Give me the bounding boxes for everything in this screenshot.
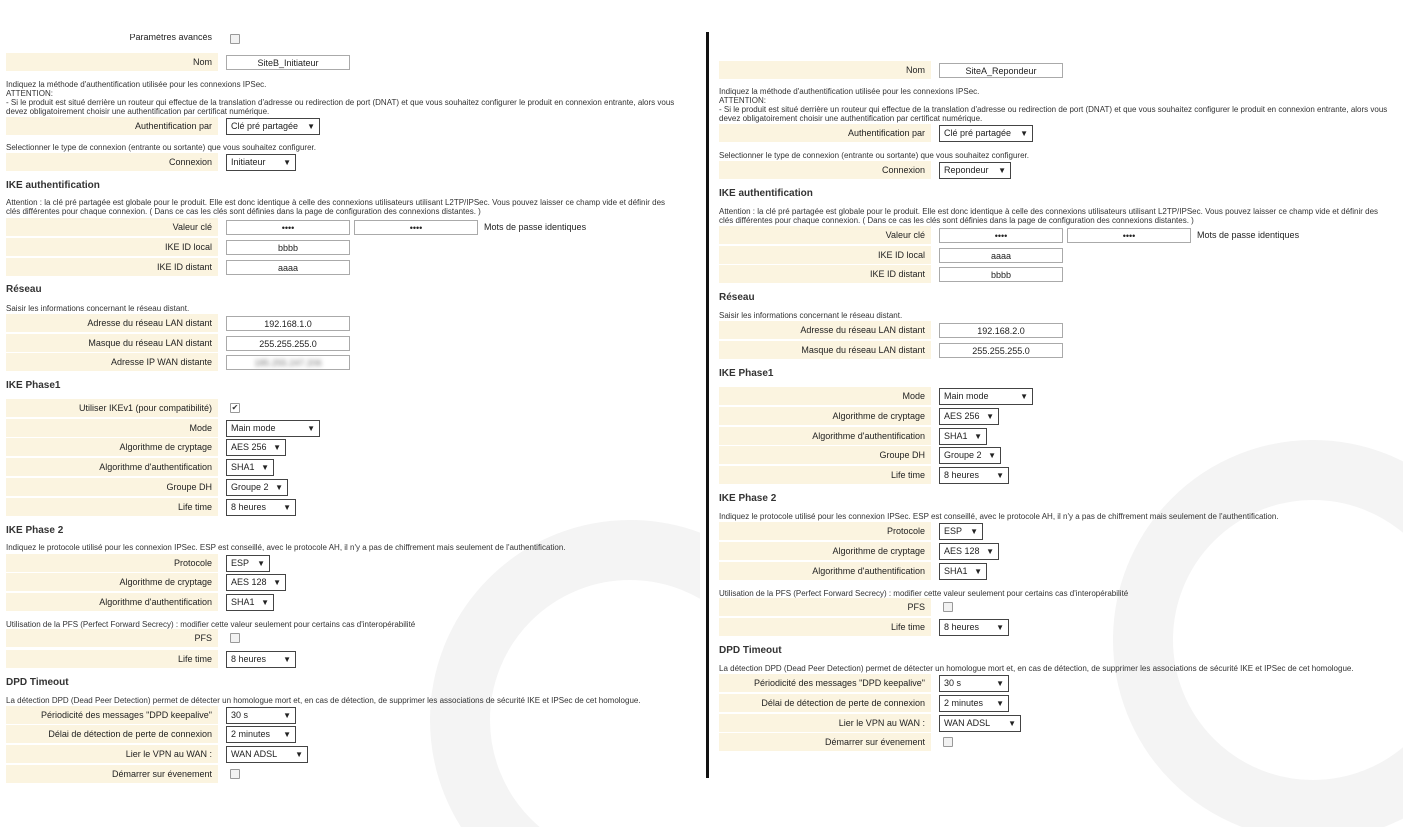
psk-row: [719, 226, 1299, 244]
phase1-lifetime-row: [719, 466, 1009, 484]
dpd-heading: DPD Timeout: [6, 677, 69, 688]
watermark-logo: [1113, 440, 1403, 827]
auth-label: Authentification par: [6, 117, 218, 135]
phase1-hash-select[interactable]: [226, 459, 274, 476]
name-label: Nom: [719, 61, 931, 79]
dpd-period-label: Périodicité des messages "DPD keepalive": [6, 706, 218, 724]
chevron-down-icon: ▼: [996, 470, 1004, 480]
phase2-lifetime-row: [719, 618, 1009, 636]
protocol-select[interactable]: [226, 555, 270, 572]
phase1-lifetime-value: 8 heures: [944, 469, 980, 480]
network-heading: Réseau: [719, 292, 755, 303]
vpn-wan-select[interactable]: [226, 746, 308, 763]
name-input[interactable]: SiteA_Repondeur: [939, 63, 1063, 78]
phase1-cipher-label: Algorithme de cryptage: [6, 438, 218, 456]
vpn-wan-select[interactable]: [939, 715, 1021, 732]
vpn-wan-value: WAN ADSL: [944, 717, 991, 728]
remote-id-input[interactable]: aaaa: [226, 260, 350, 275]
local-id-input[interactable]: bbbb: [226, 240, 350, 255]
dpd-delay-label: Délai de détection de perte de connexion: [6, 725, 218, 743]
mode-select-value: Main mode: [231, 422, 276, 433]
config-panel-responder: [713, 0, 1403, 827]
dpd-delay-label: Délai de détection de perte de connexion: [719, 694, 931, 712]
remote-lan-input[interactable]: 192.168.2.0: [939, 323, 1063, 338]
chevron-down-icon: ▼: [275, 482, 283, 492]
chevron-down-icon: ▼: [283, 729, 291, 739]
connection-select[interactable]: [226, 154, 296, 171]
chevron-down-icon: ▼: [970, 526, 978, 536]
remote-wan-value: 185.255.247.206: [254, 357, 322, 368]
phase2-cipher-select[interactable]: [939, 543, 999, 560]
pfs-checkbox[interactable]: [943, 602, 953, 612]
network-note: Saisir les informations concernant le réseau distant.: [6, 304, 190, 313]
phase2-hash-label: Algorithme d'authentification: [6, 593, 218, 611]
phase1-hash-row: [6, 458, 274, 476]
remote-wan-input[interactable]: [226, 355, 350, 370]
phase1-hash-value: SHA1: [231, 461, 255, 472]
pfs-label: PFS: [6, 629, 218, 647]
start-on-event-label: Démarrer sur évenement: [6, 765, 218, 783]
chevron-down-icon: ▼: [986, 546, 994, 556]
phase1-cipher-row: [6, 438, 286, 456]
phase2-note: Indiquez le protocole utilisé pour les connexion IPSec. ESP est conseillé, avec le protocole AH, il n'y a pas de chiffrement mais seulement de l'authentification.: [719, 512, 1279, 521]
phase1-lifetime-label: Life time: [719, 466, 931, 484]
phase2-hash-label: Algorithme d'authentification: [719, 562, 931, 580]
chevron-down-icon: ▼: [307, 121, 315, 131]
protocol-row: [6, 554, 270, 572]
chevron-down-icon: ▼: [295, 749, 303, 759]
mode-select[interactable]: [226, 420, 320, 437]
protocol-value: ESP: [231, 557, 250, 568]
ikev1-checkbox[interactable]: ✔: [231, 403, 239, 412]
auth-note: Indiquez la méthode d'authentification utilisée pour les connexions IPSec. ATTENTION: - Si le produit est situé derrière un routeur qui effectue de la translation d'adresse ou redirection de port (DNAT) et que vous souhaitez configurer le produit en connexion entrante, alors vous devez obligatoirement choisir une authentification par certificat numérique.: [719, 87, 1388, 123]
psk-match-text: Mots de passe identiques: [484, 222, 587, 232]
protocol-row: [719, 522, 983, 540]
phase2-hash-select[interactable]: [226, 594, 274, 611]
phase2-hash-value: SHA1: [231, 596, 255, 607]
connection-row: [719, 161, 1011, 179]
name-row: [719, 61, 1063, 79]
dpd-heading: DPD Timeout: [719, 645, 782, 656]
mode-select-value: Main mode: [944, 390, 989, 401]
phase1-lifetime-label: Life time: [6, 498, 218, 516]
remote-mask-row: [719, 341, 1063, 359]
connection-select-value: Initiateur: [231, 156, 266, 167]
phase2-cipher-row: [719, 542, 999, 560]
psk-input[interactable]: ••••: [939, 228, 1063, 243]
mode-label: Mode: [719, 387, 931, 405]
dh-group-select[interactable]: [939, 447, 1001, 464]
phase1-hash-row: [719, 427, 987, 445]
remote-mask-input[interactable]: 255.255.255.0: [226, 336, 350, 351]
phase2-hash-select[interactable]: [939, 563, 987, 580]
local-id-input[interactable]: aaaa: [939, 248, 1063, 263]
phase1-cipher-row: [719, 407, 999, 425]
chevron-down-icon: ▼: [1020, 128, 1028, 138]
remote-lan-label: Adresse du réseau LAN distant: [6, 314, 218, 332]
phase1-lifetime-row: [6, 498, 296, 516]
dh-group-row: [6, 478, 288, 496]
chevron-down-icon: ▼: [283, 710, 291, 720]
local-id-row: [6, 238, 350, 256]
dpd-period-value: 30 s: [944, 677, 962, 688]
remote-id-label: IKE ID distant: [6, 258, 218, 276]
connection-select-value: Repondeur: [944, 164, 989, 175]
chevron-down-icon: ▼: [273, 577, 281, 587]
vpn-wan-label: Lier le VPN au WAN :: [719, 714, 931, 732]
remote-mask-label: Masque du réseau LAN distant: [6, 334, 218, 352]
chevron-down-icon: ▼: [1008, 718, 1016, 728]
phase2-lifetime-select[interactable]: [226, 651, 296, 668]
auth-note: Indiquez la méthode d'authentification utilisée pour les connexions IPSec. ATTENTION: - Si le produit est situé derrière un routeur qui effectue de la translation d'adresse ou redirection de port (DNAT) et que vous souhaitez configurer le produit en connexion entrante, alors vous devez obligatoirement choisir une authentification par certificat numérique.: [6, 80, 675, 116]
phase1-cipher-select[interactable]: [226, 439, 286, 456]
start-on-event-label: Démarrer sur évenement: [719, 733, 931, 751]
auth-select-value: Clé pré partagée: [231, 120, 299, 131]
pfs-row: [6, 629, 240, 647]
chevron-down-icon: ▼: [283, 502, 291, 512]
psk-confirm-input[interactable]: ••••: [1067, 228, 1191, 243]
remote-mask-label: Masque du réseau LAN distant: [719, 341, 931, 359]
chevron-down-icon: ▼: [261, 462, 269, 472]
dpd-delay-row: [719, 694, 1009, 712]
phase2-cipher-label: Algorithme de cryptage: [719, 542, 931, 560]
vpn-wan-row: [6, 745, 308, 763]
phase1-cipher-value: AES 256: [944, 410, 980, 421]
phase2-cipher-label: Algorithme de cryptage: [6, 573, 218, 591]
chevron-down-icon: ▼: [988, 450, 996, 460]
phase2-heading: IKE Phase 2: [719, 493, 777, 504]
mode-row: [6, 419, 320, 437]
phase2-note: Indiquez le protocole utilisé pour les connexion IPSec. ESP est conseillé, avec le protocole AH, il n'y a pas de chiffrement mais seulement de l'authentification.: [6, 543, 566, 552]
dpd-period-select[interactable]: [939, 675, 1009, 692]
chevron-down-icon: ▼: [996, 622, 1004, 632]
chevron-down-icon: ▼: [996, 678, 1004, 688]
pfs-note: Utilisation de la PFS (Perfect Forward Secrecy) : modifier cette valeur seulement pour certains cas d'interopérabilité: [6, 620, 416, 629]
remote-wan-label: Adresse IP WAN distante: [6, 353, 218, 371]
advanced-settings-checkbox[interactable]: [230, 34, 240, 44]
chevron-down-icon: ▼: [283, 157, 291, 167]
psk-match-text: Mots de passe identiques: [1197, 230, 1300, 240]
panel-divider: [706, 32, 709, 778]
mode-select[interactable]: [939, 388, 1033, 405]
advanced-settings-row: [6, 34, 240, 44]
chevron-down-icon: ▼: [273, 442, 281, 452]
phase2-cipher-value: AES 128: [944, 545, 980, 556]
psk-label: Valeur clé: [719, 226, 931, 244]
pfs-label: PFS: [719, 598, 931, 616]
watermark-logo: [430, 520, 700, 827]
remote-id-label: IKE ID distant: [719, 265, 931, 283]
network-heading: Réseau: [6, 284, 42, 295]
phase2-hash-row: [719, 562, 987, 580]
auth-row: [719, 124, 1033, 142]
phase1-cipher-label: Algorithme de cryptage: [719, 407, 931, 425]
phase1-cipher-value: AES 256: [231, 441, 267, 452]
phase1-hash-value: SHA1: [944, 430, 968, 441]
remote-wan-row: [6, 353, 350, 371]
ike-auth-note: Attention : la clé pré partagée est globale pour le produit. Elle est donc identique à celle des connexions utilisateurs utilisant L2TP/IPSec. Vous pouvez laisser ce champ vide et définir des clés différentes pour chaque connexion. ( Dans ce cas les clés sont définies dans la page de configuration des connexions distantes. ): [6, 198, 666, 216]
connection-note: Selectionner le type de connexion (entrante ou sortante) que vous souhaitez configurer.: [6, 143, 316, 152]
chevron-down-icon: ▼: [996, 698, 1004, 708]
connection-select[interactable]: [939, 162, 1011, 179]
start-on-event-row: [719, 733, 953, 751]
phase1-lifetime-select[interactable]: [939, 467, 1009, 484]
chevron-down-icon: ▼: [998, 165, 1006, 175]
config-panel-initiator: [0, 0, 700, 827]
phase1-lifetime-value: 8 heures: [231, 501, 267, 512]
vpn-wan-row: [719, 714, 1021, 732]
remote-mask-row: [6, 334, 350, 352]
remote-lan-input[interactable]: 192.168.1.0: [226, 316, 350, 331]
phase1-cipher-select[interactable]: [939, 408, 999, 425]
dh-group-value: Groupe 2: [231, 481, 269, 492]
phase2-cipher-value: AES 128: [231, 576, 267, 587]
ike-auth-heading: IKE authentification: [6, 180, 100, 191]
remote-mask-input[interactable]: 255.255.255.0: [939, 343, 1063, 358]
phase2-lifetime-value: 8 heures: [944, 621, 980, 632]
chevron-down-icon: ▼: [261, 597, 269, 607]
psk-row: [6, 218, 586, 236]
chevron-down-icon: ▼: [974, 431, 982, 441]
name-label: Nom: [6, 53, 218, 71]
start-on-event-checkbox[interactable]: [943, 737, 953, 747]
psk-confirm-input[interactable]: ••••: [354, 220, 478, 235]
phase2-hash-row: [6, 593, 274, 611]
remote-lan-row: [6, 314, 350, 332]
auth-label: Authentification par: [719, 124, 931, 142]
mode-label: Mode: [6, 419, 218, 437]
connection-label: Connexion: [6, 153, 218, 171]
chevron-down-icon: ▼: [974, 566, 982, 576]
connection-label: Connexion: [719, 161, 931, 179]
dpd-delay-value: 2 minutes: [231, 728, 271, 739]
remote-id-row: [719, 265, 1063, 283]
auth-select-value: Clé pré partagée: [944, 127, 1012, 138]
dpd-period-row: [6, 706, 296, 724]
remote-lan-label: Adresse du réseau LAN distant: [719, 321, 931, 339]
auth-row: [6, 117, 320, 135]
mode-row: [719, 387, 1033, 405]
local-id-row: [719, 246, 1063, 264]
phase2-lifetime-select[interactable]: [939, 619, 1009, 636]
vpn-wan-value: WAN ADSL: [231, 748, 278, 759]
protocol-label: Protocole: [6, 554, 218, 572]
dh-group-select[interactable]: [226, 479, 288, 496]
name-row: [6, 53, 350, 71]
phase2-cipher-select[interactable]: [226, 574, 286, 591]
connection-row: [6, 153, 296, 171]
vpn-wan-label: Lier le VPN au WAN :: [6, 745, 218, 763]
local-id-label: IKE ID local: [719, 246, 931, 264]
phase2-lifetime-value: 8 heures: [231, 653, 267, 664]
psk-label: Valeur clé: [6, 218, 218, 236]
remote-id-row: [6, 258, 350, 276]
phase2-lifetime-label: Life time: [719, 618, 931, 636]
ikev1-label: Utiliser IKEv1 (pour compatibilité): [6, 399, 218, 417]
psk-input[interactable]: ••••: [226, 220, 350, 235]
ike-auth-note: Attention : la clé pré partagée est globale pour le produit. Elle est donc identique à celle des connexions utilisateurs utilisant L2TP/IPSec. Vous pouvez laisser ce champ vide et définir des clés différentes pour chaque connexion. ( Dans ce cas les clés sont définies dans la page de configuration des connexions distantes. ): [719, 207, 1379, 225]
chevron-down-icon: ▼: [283, 654, 291, 664]
dpd-period-row: [719, 674, 1009, 692]
chevron-down-icon: ▼: [257, 558, 265, 568]
start-on-event-checkbox[interactable]: [230, 769, 240, 779]
dh-group-row: [719, 446, 1001, 464]
dpd-note: La détection DPD (Dead Peer Detection) permet de détecter un homologue mort et, en cas de détection, de supprimer les associations de sécurité IKE et IPSec de cet homologue.: [6, 696, 641, 705]
dpd-period-value: 30 s: [231, 709, 249, 720]
phase1-hash-select[interactable]: [939, 428, 987, 445]
dpd-delay-row: [6, 725, 296, 743]
name-input[interactable]: SiteB_Initiateur: [226, 55, 350, 70]
phase2-cipher-row: [6, 573, 286, 591]
ike-auth-heading: IKE authentification: [719, 188, 813, 199]
auth-select[interactable]: [939, 125, 1033, 142]
ikev1-row: [6, 399, 240, 417]
start-on-event-row: [6, 765, 240, 783]
phase1-hash-label: Algorithme d'authentification: [6, 458, 218, 476]
phase1-heading: IKE Phase1: [6, 380, 61, 391]
dh-group-label: Groupe DH: [719, 446, 931, 464]
phase1-lifetime-select[interactable]: [226, 499, 296, 516]
protocol-label: Protocole: [719, 522, 931, 540]
local-id-label: IKE ID local: [6, 238, 218, 256]
phase2-heading: IKE Phase 2: [6, 525, 64, 536]
dpd-delay-value: 2 minutes: [944, 697, 984, 708]
dpd-delay-select[interactable]: [939, 695, 1009, 712]
protocol-select[interactable]: [939, 523, 983, 540]
phase1-hash-label: Algorithme d'authentification: [719, 427, 931, 445]
dpd-period-label: Périodicité des messages "DPD keepalive": [719, 674, 931, 692]
dpd-note: La détection DPD (Dead Peer Detection) permet de détecter un homologue mort et, en cas de détection, de supprimer les associations de sécurité IKE et IPSec de cet homologue.: [719, 664, 1354, 673]
phase2-hash-value: SHA1: [944, 565, 968, 576]
advanced-settings-label: Paramètres avancés: [6, 34, 218, 44]
pfs-checkbox[interactable]: [230, 633, 240, 643]
pfs-row: [719, 598, 953, 616]
auth-select[interactable]: [226, 118, 320, 135]
dpd-period-select[interactable]: [226, 707, 296, 724]
chevron-down-icon: ▼: [1020, 391, 1028, 401]
connection-note: Selectionner le type de connexion (entrante ou sortante) que vous souhaitez configurer.: [719, 151, 1029, 160]
chevron-down-icon: ▼: [986, 411, 994, 421]
dh-group-value: Groupe 2: [944, 449, 982, 460]
chevron-down-icon: ▼: [307, 423, 315, 433]
remote-lan-row: [719, 321, 1063, 339]
dpd-delay-select[interactable]: [226, 726, 296, 743]
phase1-heading: IKE Phase1: [719, 368, 774, 379]
phase2-lifetime-label: Life time: [6, 650, 218, 668]
network-note: Saisir les informations concernant le réseau distant.: [719, 311, 903, 320]
pfs-note: Utilisation de la PFS (Perfect Forward Secrecy) : modifier cette valeur seulement pour certains cas d'interopérabilité: [719, 589, 1129, 598]
protocol-value: ESP: [944, 525, 963, 536]
dh-group-label: Groupe DH: [6, 478, 218, 496]
phase2-lifetime-row: [6, 650, 296, 668]
remote-id-input[interactable]: bbbb: [939, 267, 1063, 282]
